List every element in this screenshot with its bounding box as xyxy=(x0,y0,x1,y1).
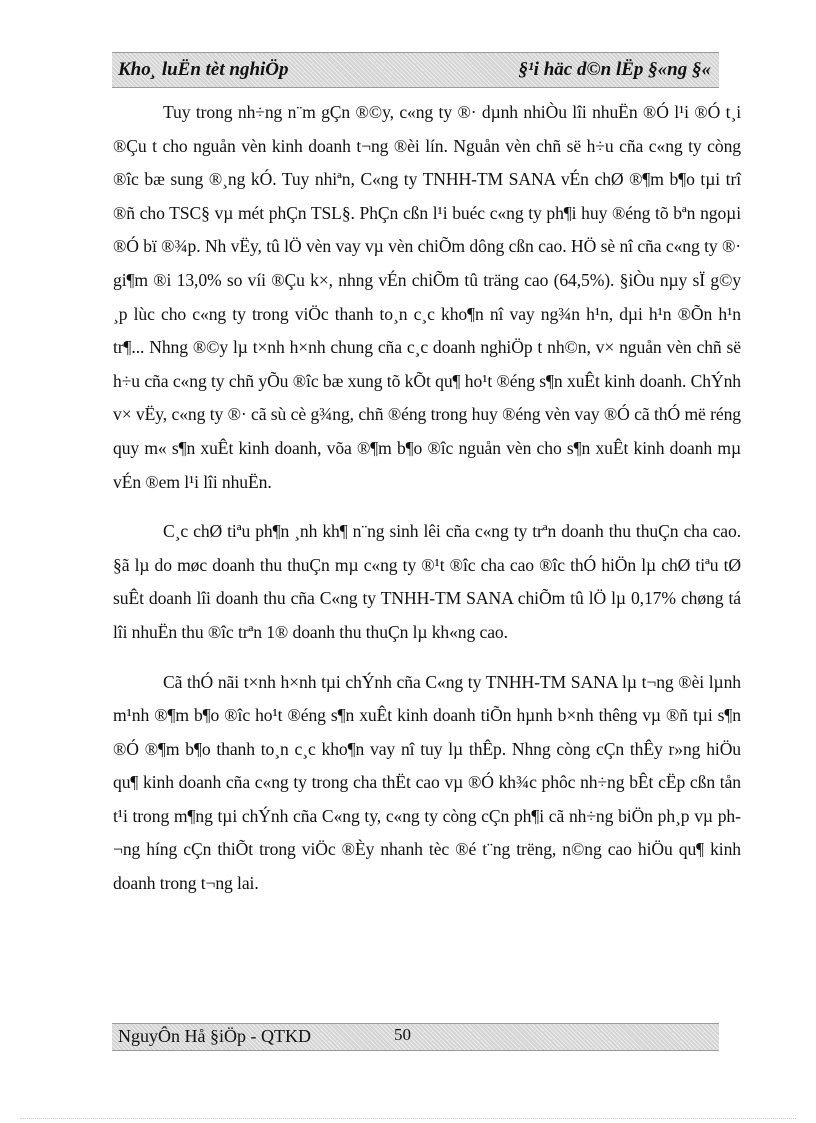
body-paragraph: Tuy trong nh÷ng n¨m gÇn ®©y, c«ng ty ®· dµnh nhiÒu lîi nhuËn ®Ó l¹i ®Ó t¸i ®Çu t cho nguån vèn kinh doanh t¬ng ®èi lín. Nguån vèn chñ së h÷u cña c«ng ty còng ®îc bæ sung ®¸ng kÓ. Tuy nhiªn, C«ng ty TNHH-TM SANA vÉn chØ ®¶m b¶o tµi trî ®ñ cho TSC§ vµ mét phÇn TSL§. PhÇn cßn l¹i buéc c«ng ty ph¶i huy ®éng tõ bªn ngoµi ®Ó bï ®¾p. Nh vËy, tû lÖ vèn vay vµ vèn chiÕm dông cßn cao. HÖ sè nî cña c«ng ty ®· gi¶m ®i 13,0% so víi ®Çu k×, nhng vÉn chiÕm tû träng cao (64,5%). §iÒu nµy sÏ g©y ¸p lùc cho c«ng ty trong viÖc thanh to¸n c¸c kho¶n nî vay ng¾n h¹n, dµi h¹n ®Õn h¹n tr¶... Nhng ®©y lµ t×nh h×nh chung cña c¸c doanh nghiÖp t nh©n, v× nguån vèn chñ së h÷u cña c«ng ty chñ yÕu ®îc bæ xung tõ kÕt qu¶ ho¹t ®éng s¶n xuÊt kinh doanh. ChÝnh v× vËy, c«ng ty ®· cã sù cè g¾ng, chñ ®éng trong huy ®éng vèn vay ®Ó cã thÓ më réng quy m« s¶n xuÊt kinh doanh, võa ®¶m b¶o ®îc nguån vèn cho s¶n xuÊt kinh doanh mµ vÉn ®em l¹i lîi nhuËn. xyxy=(113,102,741,492)
footer-author: NguyÔn Hå §iÖp - QTKD xyxy=(118,1026,311,1046)
page-header xyxy=(112,52,719,88)
page-body xyxy=(113,96,741,917)
header-university-name: §¹i häc d©n lËp §«ng §« xyxy=(518,59,711,80)
page-number: 50 xyxy=(394,1025,411,1044)
page-footer xyxy=(112,1023,719,1051)
header-thesis-title: Kho¸ luËn tèt nghiÖp xyxy=(118,59,289,80)
page-bottom-divider xyxy=(20,1118,796,1119)
body-paragraph: C¸c chØ tiªu ph¶n ¸nh kh¶ n¨ng sinh lêi cña c«ng ty trªn doanh thu thuÇn cha cao. §ã lµ do møc doanh thu thuÇn mµ c«ng ty ®¹t ®îc cha cao ®îc thÓ hiÖn lµ chØ tiªu tØ suÊt doanh lîi doanh thu cña C«ng ty TNHH-TM SANA chiÕm tû lÖ lµ 0,17% chøng tá lîi nhuËn thu ®îc trªn 1® doanh thu thuÇn lµ kh«ng cao. xyxy=(113,521,741,642)
body-paragraph: Cã thÓ nãi t×nh h×nh tµi chÝnh cña C«ng ty TNHH-TM SANA lµ t¬ng ®èi lµnh m¹nh ®¶m b¶o ®îc ho¹t ®éng s¶n xuÊt kinh doanh tiÕn hµnh b×nh thêng vµ ®ñ tµi s¶n ®Ó ®¶m b¶o thanh to¸n c¸c kho¶n vay nî tuy lµ thÊp. Nhng còng cÇn thÊy r»ng hiÖu qu¶ kinh doanh cña c«ng ty trong cha thËt cao vµ ®Ó kh¾c phôc nh÷ng bÊt cËp cßn tån t¹i trong m¶ng tµi chÝnh cña C«ng ty, c«ng ty còng cÇn ph¶i cã nh÷ng biÖn ph¸p vµ ph¬ng híng cÇn thiÕt trong viÖc ®Èy nhanh tèc ®é t¨ng trëng, n©ng cao hiÖu qu¶ kinh doanh trong t¬ng lai. xyxy=(113,671,741,894)
